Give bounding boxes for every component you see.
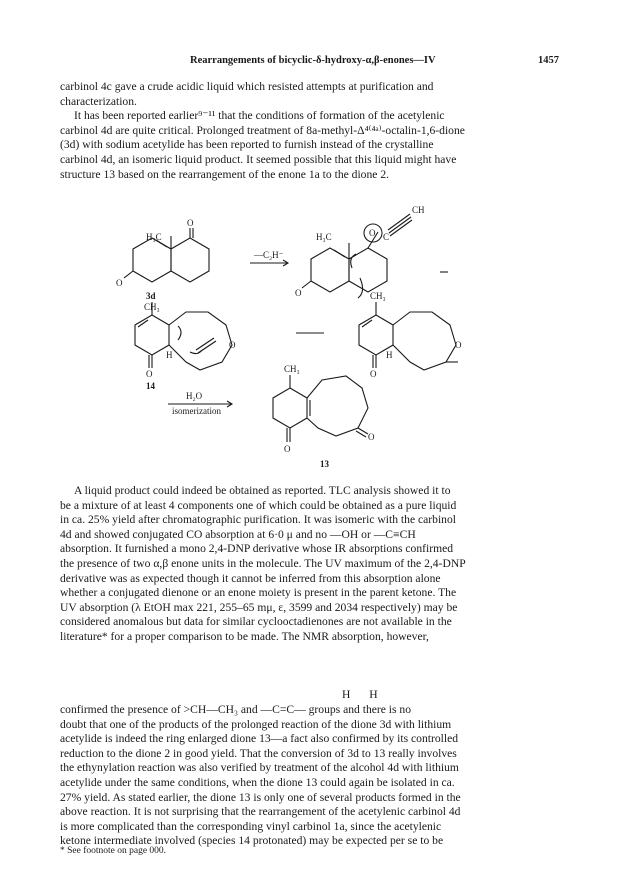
label-ch-alkyne: CH: [412, 205, 425, 215]
text-line: be a mixture of at least 4 components one of which could be obtained as a pure liquid: [60, 498, 457, 512]
text-line: (3d) with sodium acetylide has been reported to furnish instead of the crystalline: [60, 138, 434, 152]
label-cpd-13: 13: [320, 459, 329, 469]
label-reagent-c2h: —C₂H⁻: [254, 250, 284, 260]
label-o-bottom-left: O: [116, 278, 123, 288]
footnote: * See footnote on page 000.: [60, 846, 167, 856]
text-line: carbinol 4c gave a crude acidic liquid which resisted attempts at purification and: [60, 80, 434, 93]
label-reagent-h2o: H₂O: [186, 391, 203, 401]
label-o-ring-left: O: [229, 340, 236, 350]
text-line: doubt that one of the products of the prolonged reaction of the dione 3d with lithium: [60, 717, 452, 731]
structure-13: [273, 375, 368, 442]
text-line: 4d and showed conjugated CO absorption at 6·0 μ and no —OH or —C≡CH: [60, 527, 416, 541]
text-line: ketone intermediate involved (species 14 protonated) may be expected per se to be: [60, 834, 444, 848]
structure-14-rearranged: [359, 302, 458, 370]
text-line: 27% yield. As stated earlier, the dione 13 is only one of several products formed in the: [60, 790, 461, 804]
text-line: derivative was as expected though it cannot be inferred from this absorption alone: [60, 571, 441, 585]
text-line: carbinol 4d, an isomeric liquid product. It seemed possible that this liquid might have: [60, 152, 457, 166]
label-c-alkyne: C: [383, 232, 390, 242]
label-o-ring-right: O: [455, 340, 462, 350]
text-line: reduction to the dione 2 in good yield. That the conversion of 3d to 13 really involves: [60, 746, 457, 760]
structure-14: [135, 302, 232, 370]
text-line: literature* for a proper comparison to be made. The NMR absorption, however,: [60, 629, 429, 643]
text-line: in ca. 25% yield after chromatographic purification. It was isomeric with the carbinol: [60, 513, 456, 527]
main-paragraph-continued: [60, 703, 574, 849]
text-line: carbinol 4d are quite critical. Prolonged treatment of 8a-methyl-Δ⁴⁽⁴ᵃ⁾-octalin-1,6-dione: [60, 123, 465, 137]
label-h-right: H: [386, 350, 393, 360]
text-line: characterization.: [60, 94, 137, 108]
label-o-alkoxide: O: [369, 228, 376, 238]
label-h-left: H: [166, 350, 173, 360]
text-line: confirmed the presence of >CH—CH₃ and —C=C— groups and there is no: [60, 703, 412, 716]
label-o-bottom-carbonyl: O: [284, 444, 291, 454]
text-line: the ethynylation reaction was also verified by treatment of the alcohol 4d with lithium: [60, 761, 459, 775]
label-ch3-mid-right: CH₃: [370, 291, 386, 301]
label-reagent-isomerization: isomerization: [172, 406, 221, 416]
text-line: considered anomalous but data for similar cyclooctadienones are not available in the: [60, 615, 452, 629]
label-o-bottom-ring: O: [368, 432, 375, 442]
text-line: acetylide under the same conditions, when the dione 13 could again be isolated in ca.: [60, 775, 455, 789]
nmr-hh-label: H H: [342, 688, 386, 701]
page-number: 1457: [538, 55, 559, 66]
label-o-bottom-right: O: [295, 288, 302, 298]
text-line: the presence of two α,β enone units in the molecule. The UV maximum of the 2,4-DNP: [60, 556, 466, 570]
text-line: absorption. It furnished a mono 2,4-DNP derivative whose IR absorptions confirmed: [60, 542, 454, 556]
structure-alkoxide-intermediate: [302, 214, 412, 298]
label-h3c-left: H₃C: [146, 232, 162, 242]
running-title: Rearrangements of bicyclic-δ-hydroxy-α,β-enones—IV: [190, 55, 436, 66]
text-line: It has been reported earlier⁹⁻¹¹ that the conditions of formation of the acetylenic: [74, 109, 445, 123]
text-line: UV absorption (λ EtOH max 221, 255–65 mμ, ε, 3599 and 2034 respectively) may be: [60, 600, 458, 614]
label-cpd-3d: 3d: [146, 291, 156, 301]
text-line: above reaction. It is not surprising that the rearrangement of the acetylenic carbinol 4d: [60, 805, 461, 819]
text-line: A liquid product could indeed be obtained as reported. TLC analysis showed it to: [74, 484, 451, 497]
label-o-top-left: O: [187, 218, 194, 228]
label-ch3-bottom: CH₃: [284, 364, 300, 374]
label-ch3-mid-left: CH₃: [144, 302, 160, 312]
text-line: acetylide is indeed the ring enlarged dione 13—a fact also confirmed by its controlled: [60, 732, 459, 746]
label-o-carbonyl-right: O: [370, 369, 377, 379]
label-o-carbonyl-left: O: [146, 369, 153, 379]
structure-3d: [124, 228, 209, 282]
label-cpd-14: 14: [146, 381, 155, 391]
text-line: is more complicated than the corresponding vinyl carbinol 1a, since the acetylenic: [60, 819, 442, 833]
main-paragraph: [60, 484, 574, 645]
text-line: whether a conjugated dienone or an enone moiety is present in the parent ketone. The: [60, 586, 457, 600]
text-line: structure 13 based on the rearrangement of the enone 1a to the dione 2.: [60, 167, 390, 181]
label-h3c-right: H₃C: [316, 232, 332, 242]
